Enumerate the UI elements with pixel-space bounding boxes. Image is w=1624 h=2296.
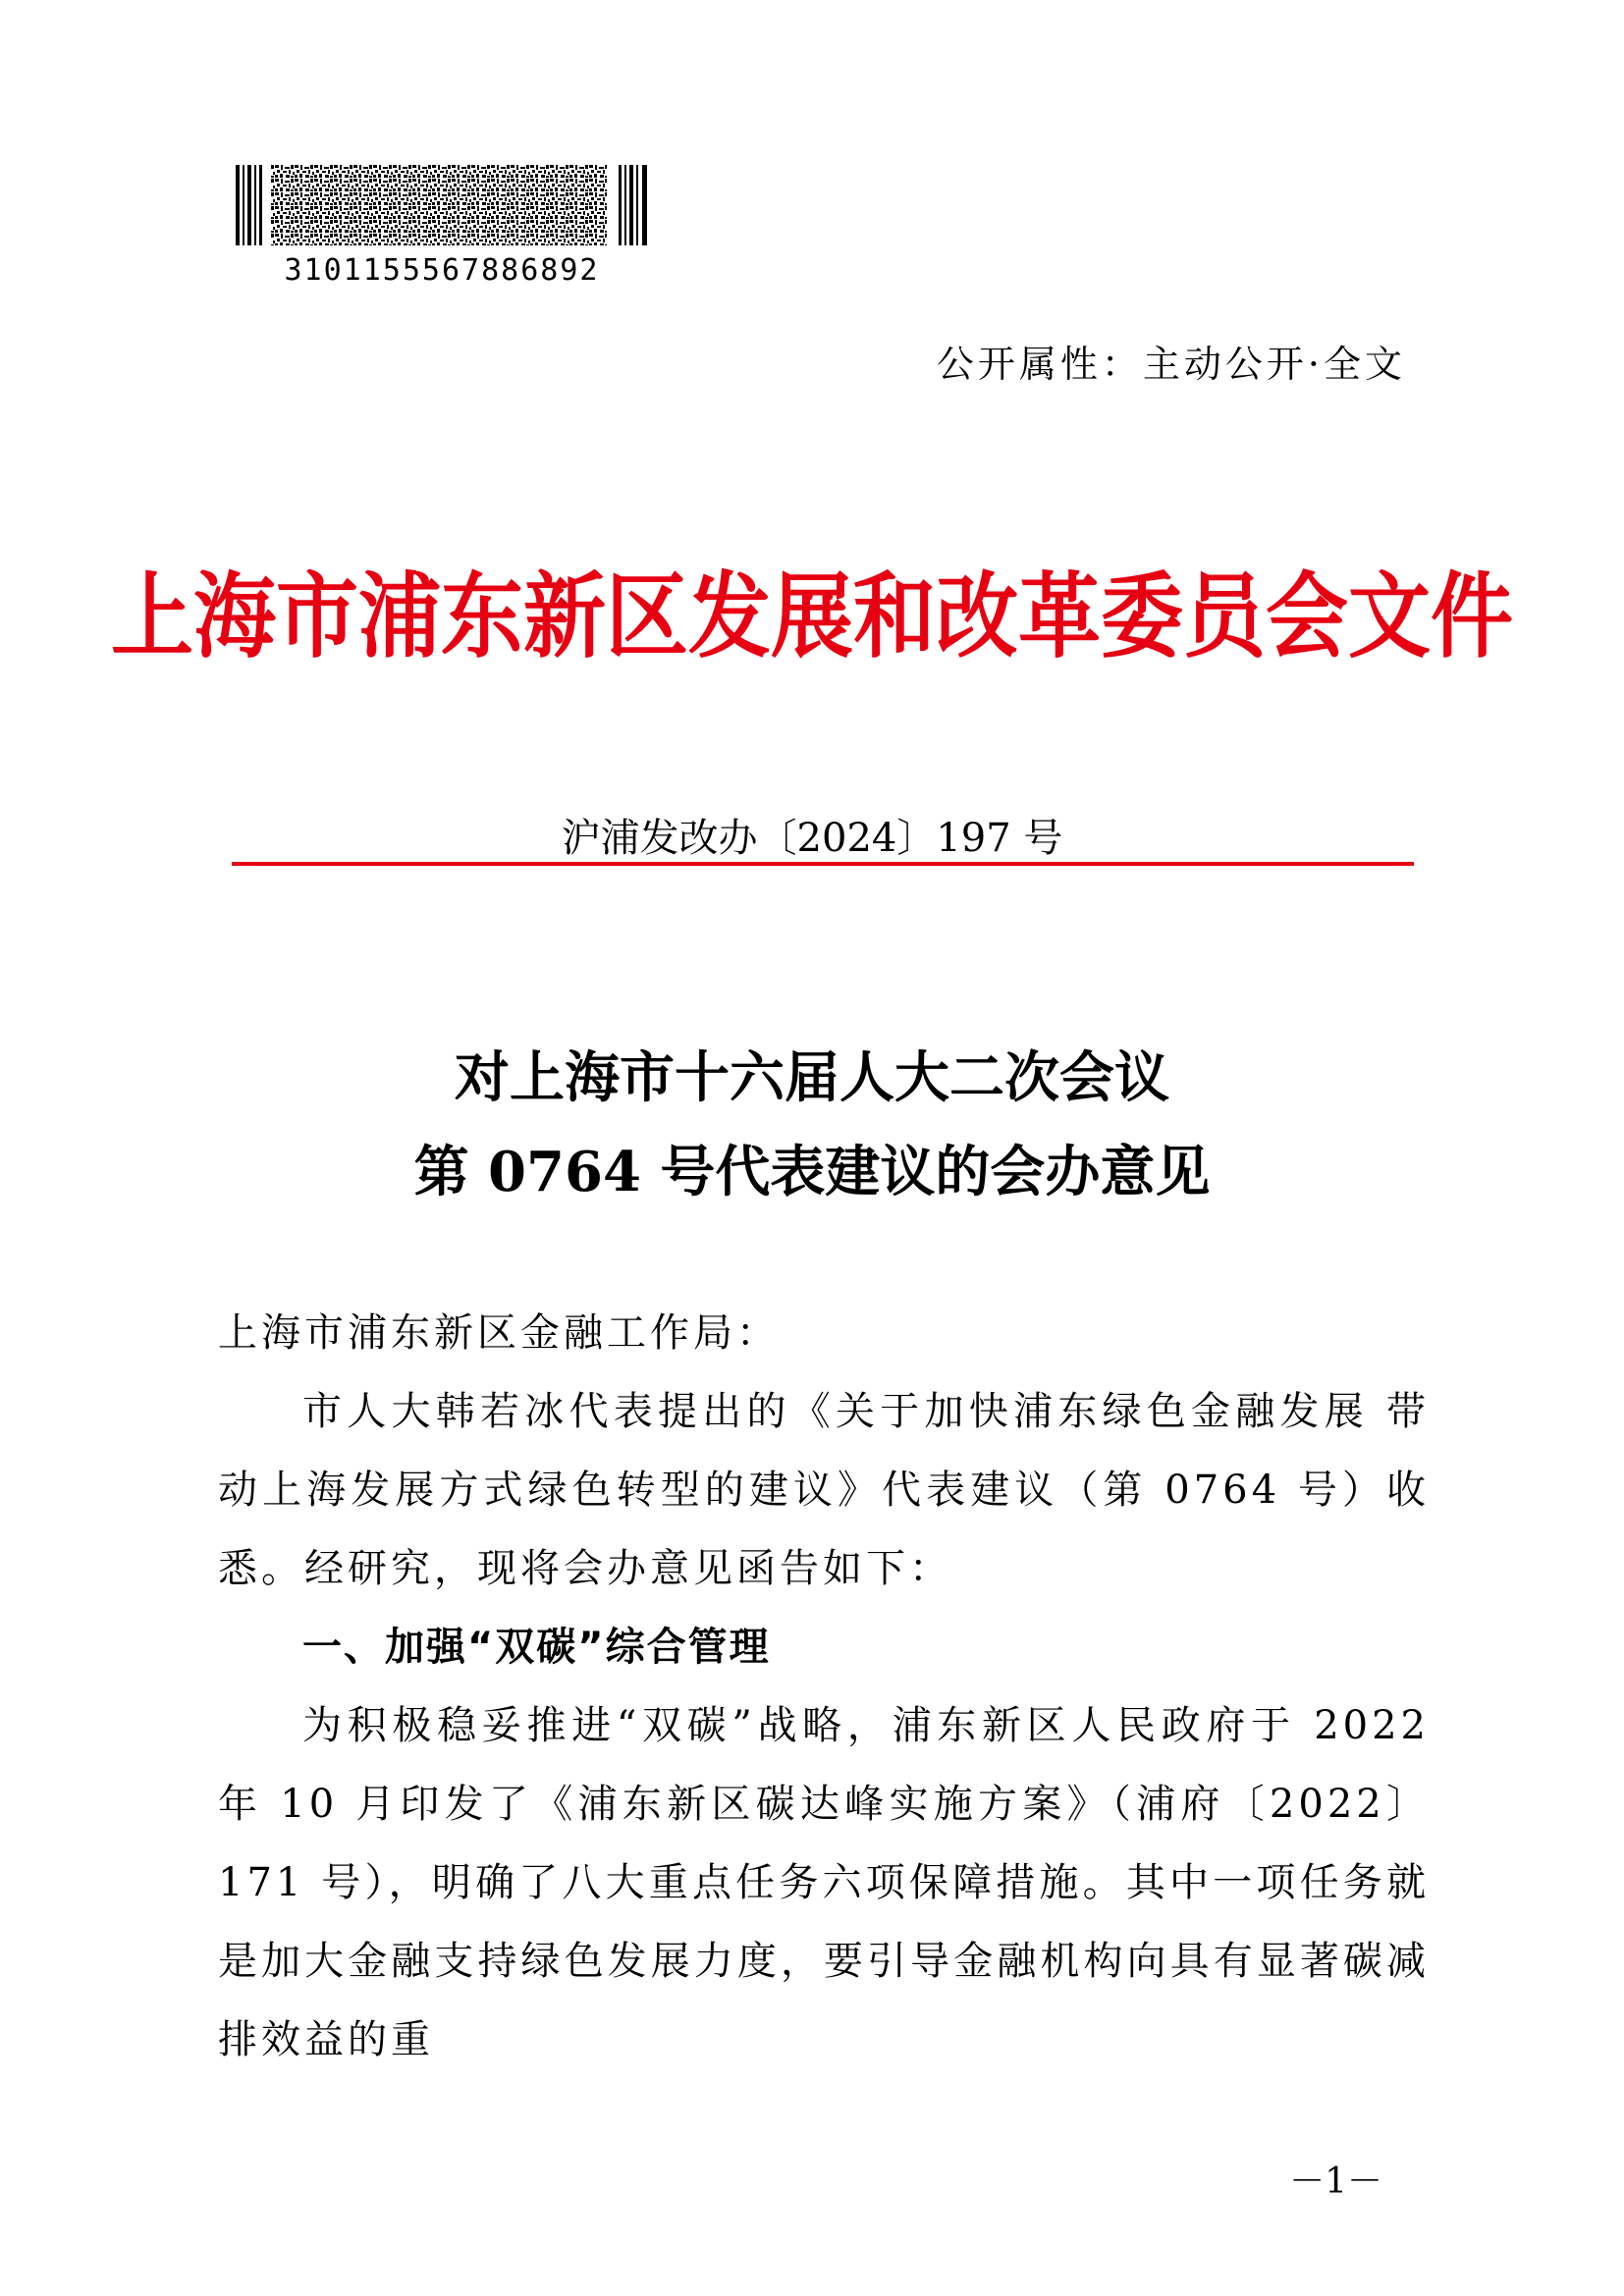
red-divider-line [232,862,1414,866]
addressee: 上海市浦东新区金融工作局： [218,1310,780,1356]
disclosure-attribute: 公开属性：主动公开·全文 [936,343,1406,386]
document-body [218,1294,1430,2079]
document-title-line-1: 对上海市十六届人大二次会议 [455,1045,1169,1110]
document-number: 沪浦发改办〔2024〕197 号 [561,816,1063,861]
barcode [236,165,648,245]
page-number: －1－ [1289,2162,1382,2202]
barcode-number: 3101155567886892 [284,253,600,288]
section-paragraph: 为积极稳妥推进“双碳”战略，浦东新区人民政府于 2022 年 10 月印发了《浦东新区碳达峰实施方案》（浦府〔2022〕171 号），明确了八大重点任务六项保障措施。其中一项任务就是加大金融支持绿色发展力度，要引导金融机构向具有显著碳减排效益的重 [218,1703,1430,2062]
issuer-header: 上海市浦东新区发展和改革委员会文件 [110,561,1513,670]
document-title-line-2: 第 0764 号代表建议的会办意见 [413,1140,1211,1204]
section-heading: 一、加强“双碳”综合管理 [302,1625,771,1670]
intro-paragraph: 市人大韩若冰代表提出的《关于加快浦东绿色金融发展 带动上海发展方式绿色转型的建议》代表建议（第 0764 号）收悉。经研究，现将会办意见函告如下： [218,1389,1430,1591]
